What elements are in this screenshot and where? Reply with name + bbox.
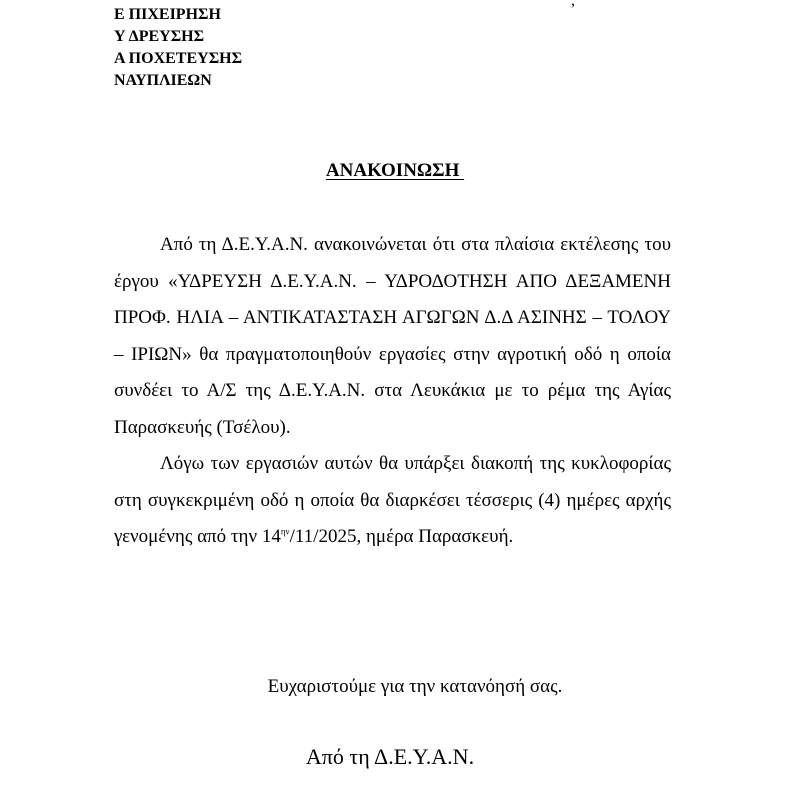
header-line-4: ΝΑΥΠΛΙΕΩΝ — [114, 72, 212, 89]
paragraph-2-text-start: Λόγω των εργασιών αυτών θα υπάρξει διακοπή της κυκλοφορίας στη συγκεκριμένη οδό η οποία θα διαρκέσει τέσσερις (4) ημέρες αρχής γενομένης από την 14 — [114, 453, 671, 547]
header-line-1: Ε ΠΙΧΕΙΡΗΣΗ — [114, 6, 221, 23]
body-paragraph-2 — [114, 446, 671, 556]
signature-line: Από τη Δ.Ε.Υ.Α.Ν. — [305, 744, 475, 769]
header-line-3: Α ΠΟΧΕΤΕΥΣΗΣ — [114, 50, 243, 67]
body-paragraph-1: Από τη Δ.Ε.Υ.Α.Ν. ανακοινώνεται ότι στα πλαίσια εκτέλεσης του έργου «ΥΔΡΕΥΣΗ Δ.Ε.Υ.Α.Ν. – ΥΔΡΟΔΟΤΗΣΗ ΑΠΟ ΔΕΞΑΜΕΝΗ ΠΡΟΦ. ΗΛΙΑ – ΑΝΤΙΚΑΤΑΣΤΑΣΗ ΑΓΩΓΩΝ Δ.Δ ΑΣΙΝΗΣ – ΤΟΛΟΥ – ΙΡΙΩΝ» θα πραγματοποιηθούν εργασίες στην αγροτική οδό η οποία συνδέει το Α/Σ της Δ.Ε.Υ.Α.Ν. στα Λευκάκια με το ρέμα της Αγίας Παρασκευής (Τσέλου). — [114, 234, 671, 438]
organization-header — [114, 4, 242, 92]
thanks-line: Ευχαριστούμε για την κατανόησή σας. — [267, 676, 563, 697]
announcement-title: ΑΝΑΚΟΙΝΩΣΗ — [325, 160, 465, 181]
paragraph-2-text-end: /11/2025, ημέρα Παρασκευή. — [289, 526, 514, 547]
corner-mark: , — [571, 0, 575, 9]
announcement-title-wrap — [0, 158, 790, 184]
announcement-body — [114, 227, 671, 556]
date-ordinal-suffix: ην — [280, 526, 290, 537]
header-line-2: Υ ΔΡΕΥΣΗΣ — [114, 28, 205, 45]
